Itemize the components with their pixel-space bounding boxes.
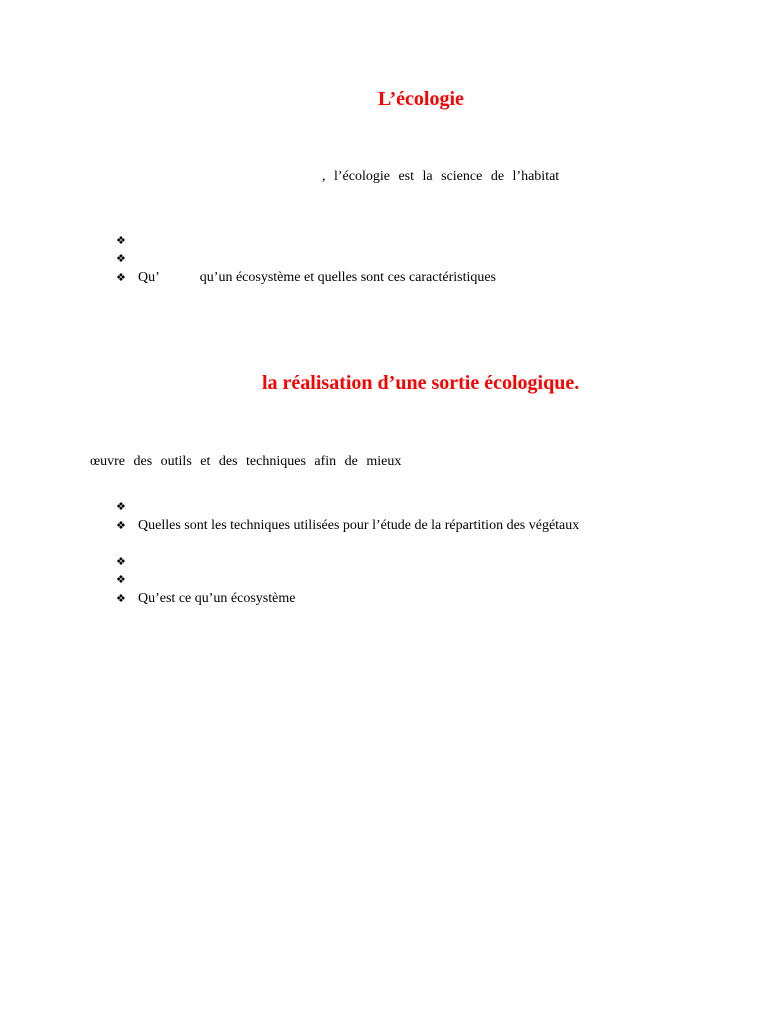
body-paragraph: œuvre des outils et des techniques afin de mieux — [90, 454, 402, 469]
list-item — [116, 553, 138, 571]
list-item — [116, 269, 496, 287]
diamond-bullet-icon: ❖ — [116, 500, 126, 513]
list-item — [116, 571, 138, 589]
diamond-bullet-icon: ❖ — [116, 555, 126, 568]
list-item — [116, 590, 295, 608]
page-title: L’écologie — [378, 88, 464, 110]
list-item-text: Qu’ — [138, 270, 160, 285]
list-item-text: qu’un écosystème et quelles sont ces caractéristiques — [199, 270, 497, 285]
list-item-text: Qu’est ce qu’un écosystème — [138, 591, 296, 606]
diamond-bullet-icon: ❖ — [116, 573, 126, 586]
list-item — [116, 498, 138, 516]
diamond-bullet-icon: ❖ — [116, 271, 126, 284]
intro-line: , l’écologie est la science de l’habitat — [322, 169, 560, 184]
diamond-bullet-icon: ❖ — [116, 234, 126, 247]
section-title: la réalisation d’une sortie écologique. — [262, 372, 580, 394]
diamond-bullet-icon: ❖ — [116, 592, 126, 605]
list-item — [116, 232, 138, 250]
list-item-text: Quelles sont les techniques utilisées pour l’étude de la répartition des végétaux — [138, 518, 580, 533]
diamond-bullet-icon: ❖ — [116, 252, 126, 265]
list-item — [116, 250, 138, 268]
list-item — [116, 517, 579, 535]
diamond-bullet-icon: ❖ — [116, 519, 126, 532]
